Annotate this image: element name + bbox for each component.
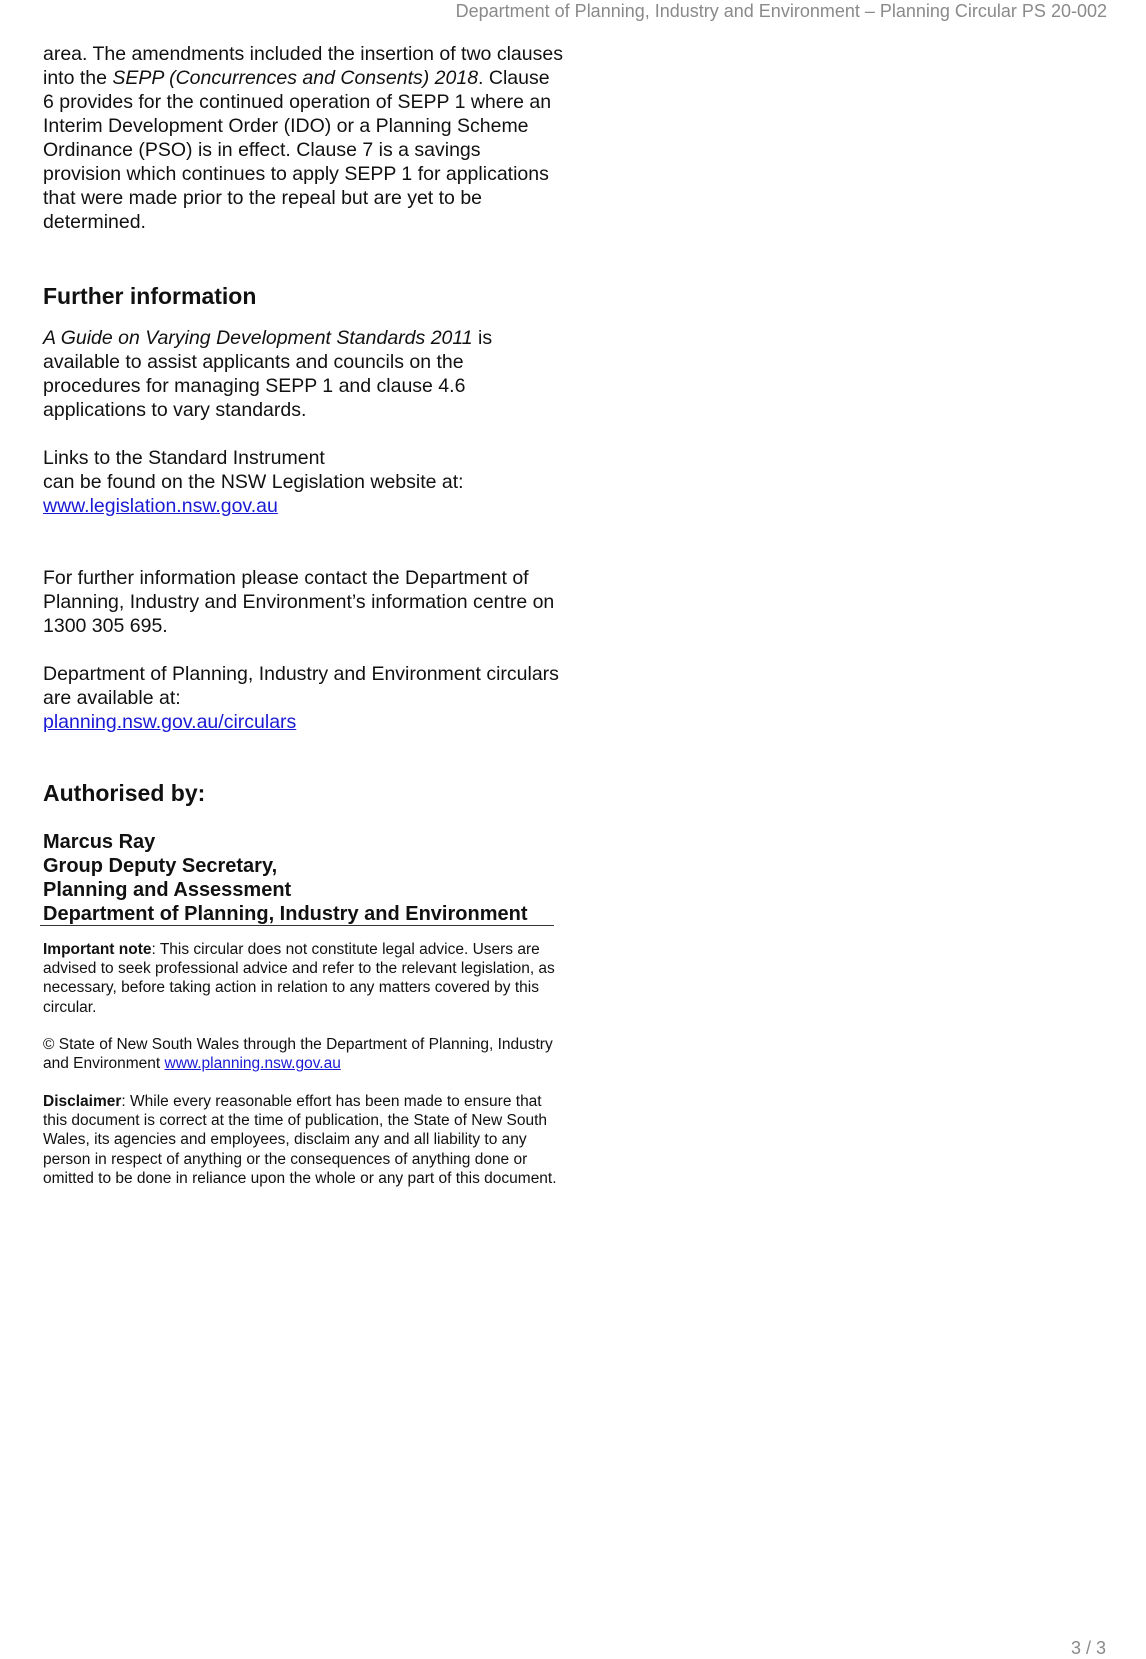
- further-info-heading: Further information: [43, 283, 257, 309]
- signature-divider: [40, 925, 554, 926]
- running-header: Department of Planning, Industry and Environment – Planning Circular PS 20-002: [455, 1, 1107, 21]
- intro-text-2: . Clause 6 provides for the continued operation of SEPP 1 where an Interim Development Order (IDO) or a Planning Scheme Ordinance (PSO) is in effect. Clause 7 is a savings provision which continues to apply SEPP 1 for applications that were made prior to the repeal but are yet to be determined.: [43, 67, 552, 233]
- circulars-paragraph: [43, 662, 563, 734]
- legislation-link[interactable]: www.legislation.nsw.gov.au: [43, 495, 278, 517]
- links-line-2: can be found on the NSW Legislation website at:: [43, 471, 464, 493]
- copyright-text: © State of New South Wales through the Department of Planning, Industry and Environment: [43, 1036, 553, 1073]
- signatory-name: Marcus Ray: [43, 831, 156, 853]
- intro-paragraph: [43, 42, 563, 234]
- disclaimer-text: : While every reasonable effort has been made to ensure that this document is correct at the time of publication, the State of New South Wales, its agencies and employees, disclaim any and all liability to any person in respect of anything or the consequences of anything done or omitted to be done in reliance upon the whole or any part of this document.: [43, 1093, 557, 1187]
- signatory-title-2: Planning and Assessment: [43, 879, 292, 901]
- copyright-note: [43, 1035, 563, 1073]
- signatory-title-1: Group Deputy Secretary,: [43, 855, 278, 877]
- authorised-heading: Authorised by:: [43, 780, 206, 806]
- guide-paragraph: [43, 326, 563, 422]
- disclaimer-label: Disclaimer: [43, 1093, 122, 1110]
- contact-paragraph: For further information please contact the Department of Planning, Industry and Environment’s information centre on 1300 305 695.: [43, 567, 555, 637]
- planning-website-link[interactable]: www.planning.nsw.gov.au: [164, 1055, 341, 1073]
- signature-block: [43, 830, 527, 926]
- links-line-1: Links to the Standard Instrument: [43, 447, 325, 469]
- circulars-link[interactable]: planning.nsw.gov.au/circulars: [43, 711, 297, 733]
- important-note: [43, 940, 563, 1017]
- circulars-text: Department of Planning, Industry and Environment circulars are available at:: [43, 663, 559, 709]
- important-note-text: : This circular does not constitute legal advice. Users are advised to seek professional advice and refer to the relevant legislation, as necessary, before taking action in relation to any matters covered by this circular.: [43, 941, 555, 1016]
- links-paragraph: [43, 446, 563, 518]
- important-note-label: Important note: [43, 941, 152, 958]
- guide-text: is available to assist applicants and councils on the procedures for managing SEPP 1 and clause 4.6 applications to vary standards.: [43, 327, 493, 421]
- page-number: 3 / 3: [1070, 1638, 1106, 1658]
- intro-italic-sepp: SEPP (Concurrences and Consents) 2018: [112, 67, 479, 89]
- intro-text-1: area. The amendments included the insertion of two clauses into the: [43, 43, 563, 89]
- disclaimer-note: [43, 1092, 563, 1188]
- guide-title: A Guide on Varying Development Standards 2011: [43, 327, 473, 349]
- signatory-department: Department of Planning, Industry and Environment: [43, 903, 528, 925]
